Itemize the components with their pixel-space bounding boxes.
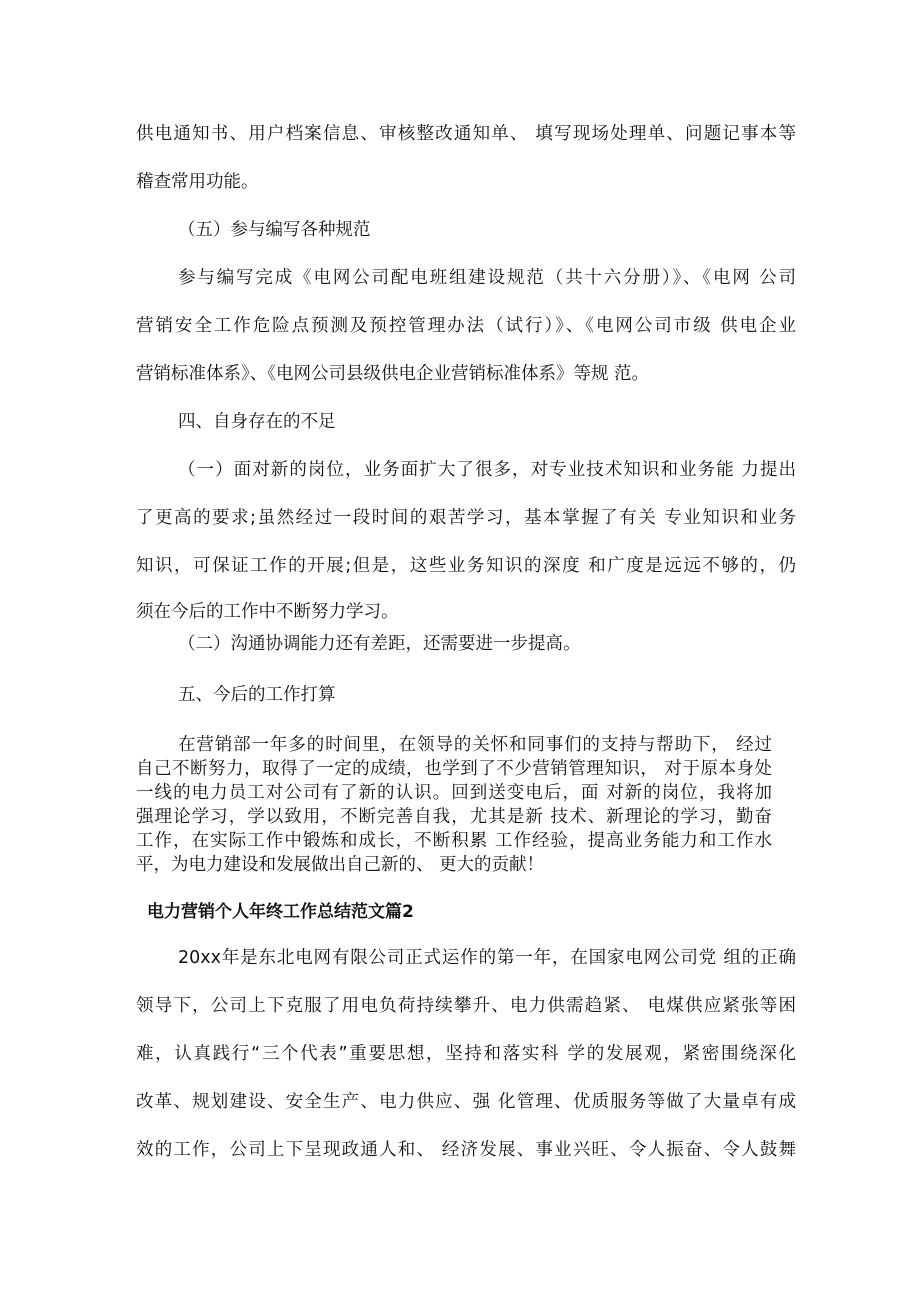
section-heading: 四、自身存在的不足 <box>178 412 336 432</box>
paragraph-line: 供电通知书、用户档案信息、审核整改通知单、 填写现场处理单、问题记事本等 <box>136 124 796 144</box>
paragraph-line: 改革、规划建设、安全生产、电力供应、强 化管理、优质服务等做了大量卓有成 <box>136 1092 796 1112</box>
paragraph-line: 自己不断努力，取得了一定的成绩，也学到了不少营销管理知识， 对于原本身处 <box>136 759 772 779</box>
paragraph-line: 知识，可保证工作的开展;但是，这些业务知识的深度 和广度是远远不够的，仍 <box>136 556 796 576</box>
paragraph-line: 平，为电力建设和发展做出自己新的、 更大的贡献！ <box>136 855 545 875</box>
paragraph-line: 20xx年是东北电网有限公司正式运作的第一年，在国家电网公司党 组的正确 <box>178 948 796 968</box>
paragraph-line: 效的工作，公司上下呈现政通人和、 经济发展、事业兴旺、令人振奋、令人鼓舞 <box>136 1140 796 1160</box>
paragraph-line: （一）面对新的岗位，业务面扩大了很多，对专业技术知识和业务能 力提出 <box>178 460 796 480</box>
paragraph-line: 营销标准体系》、《电网公司县级供电企业营销标准体系》等规 范。 <box>136 364 650 384</box>
paragraph-line: （二）沟通协调能力还有差距，还需要进一步提高。 <box>178 634 581 654</box>
paragraph-line: 强理论学习，学以致用，不断完善自我，尤其是新 技术、新理论的学习，勤奋 <box>136 807 772 827</box>
paragraph-line: 领导下，公司上下克服了用电负荷持续攀升、电力供需趋紧、 电煤供应紧张等困 <box>136 996 796 1016</box>
paragraph-line: 在营销部一年多的时间里，在领导的关怀和同事们的支持与帮助下， 经过 <box>178 735 772 755</box>
paragraph-line: 稽查常用功能。 <box>136 172 259 192</box>
paragraph-line: 一线的电力员工对公司有了新的认识。回到送变电后，面 对新的岗位，我将加 <box>136 783 772 803</box>
section-heading: 五、今后的工作打算 <box>178 685 336 705</box>
subsection-heading: （五）参与编写各种规范 <box>178 220 371 240</box>
article-title: 电力营销个人年终工作总结范文篇2 <box>147 902 414 922</box>
paragraph-line: 难，认真践行“三个代表”重要思想，坚持和落实科 学的发展观，紧密围绕深化 <box>136 1044 796 1064</box>
paragraph-line: 参与编写完成《电网公司配电班组建设规范（共十六分册）》、《电网 公司 <box>178 268 796 288</box>
paragraph-line: 须在今后的工作中不断努力学习。 <box>136 602 399 622</box>
paragraph-line: 营销安全工作危险点预测及预控管理办法（试行）》、《电网公司市级 供电企业 <box>136 316 796 336</box>
paragraph-line: 工作，在实际工作中锻炼和成长，不断积累 工作经验，提高业务能力和工作水 <box>136 831 772 851</box>
paragraph-line: 了更高的要求;虽然经过一段时间的艰苦学习，基本掌握了有关 专业知识和业务 <box>136 508 796 528</box>
